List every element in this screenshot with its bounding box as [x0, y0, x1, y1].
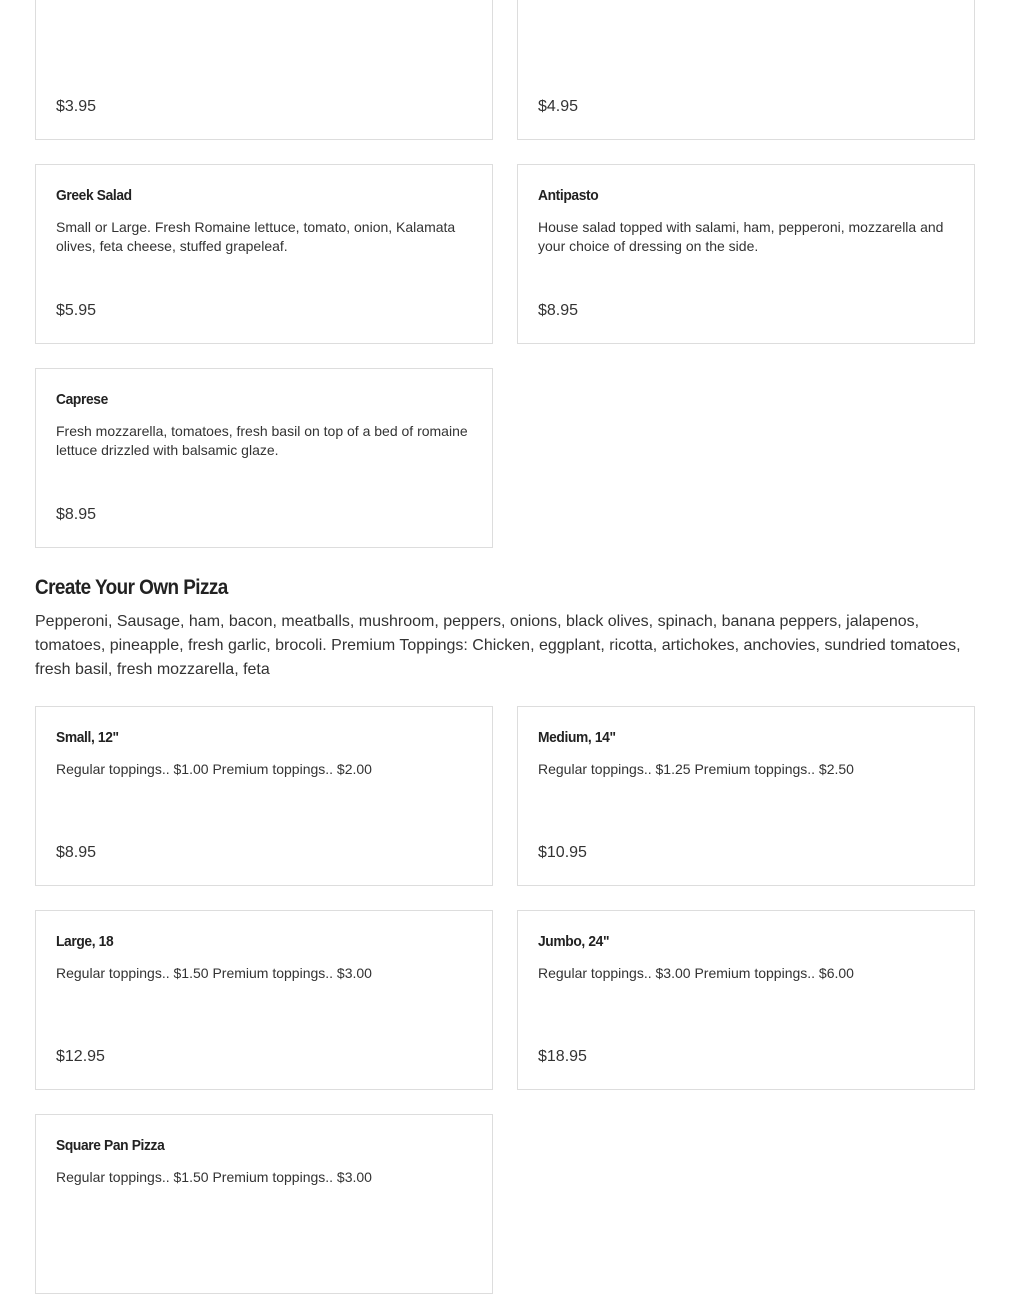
item-name: Medium, 14": [538, 729, 616, 746]
menu-item-card-antipasto[interactable]: [517, 164, 975, 344]
pizza-section: [35, 572, 975, 1294]
item-description: House salad topped with salami, ham, pepperoni, mozzarella and your choice of dressing on the side.: [538, 219, 944, 254]
section-description: Pepperoni, Sausage, ham, bacon, meatballs, mushroom, peppers, onions, black olives, spinach, banana peppers, jalapenos, tomatoes, pineapple, fresh garlic, brocoli. Premium Toppings: Chicken, eggplant, ricotta, artichokes, anchovies, sundried tomatoes, fresh basil, fresh mozzarella, feta: [35, 613, 961, 678]
menu-item-card-square-pan-pizza[interactable]: [35, 1114, 493, 1294]
item-price: $18.95: [538, 1048, 587, 1065]
item-description: Regular toppings.. $1.00 Premium toppings.. $2.00: [56, 761, 372, 777]
item-name: Jumbo, 24": [538, 933, 610, 950]
menu-item-card[interactable]: [35, 0, 493, 140]
item-name: Antipasto: [538, 187, 599, 204]
menu-page: [35, 0, 975, 1294]
menu-item-card-small-pizza[interactable]: [35, 706, 493, 886]
item-name: Large, 18: [56, 933, 114, 950]
menu-item-card-jumbo-pizza[interactable]: [517, 910, 975, 1090]
item-name: Greek Salad: [56, 187, 132, 204]
item-name: Caprese: [56, 391, 108, 408]
section-title: Create Your Own Pizza: [35, 576, 228, 599]
item-description: Regular toppings.. $1.25 Premium toppings.. $2.50: [538, 761, 854, 777]
item-price: $10.95: [538, 844, 587, 861]
item-price: $12.95: [56, 1048, 105, 1065]
pizza-grid: [35, 706, 975, 1294]
item-description: Regular toppings.. $3.00 Premium toppings.. $6.00: [538, 965, 854, 981]
item-name: Small, 12": [56, 729, 119, 746]
item-price: $3.95: [56, 98, 97, 115]
item-price: $8.95: [56, 506, 97, 523]
item-price: $4.95: [538, 98, 579, 115]
item-name: Square Pan Pizza: [56, 1137, 165, 1154]
item-description: Regular toppings.. $1.50 Premium toppings.. $3.00: [56, 965, 372, 981]
item-price: $8.95: [56, 844, 97, 861]
menu-item-card[interactable]: [517, 0, 975, 140]
item-description: Small or Large. Fresh Romaine lettuce, tomato, onion, Kalamata olives, feta cheese, stuffed grapeleaf.: [56, 219, 456, 254]
menu-item-card-caprese[interactable]: [35, 368, 493, 548]
menu-item-card-greek-salad[interactable]: [35, 164, 493, 344]
menu-item-card-large-pizza[interactable]: [35, 910, 493, 1090]
item-price: $5.95: [56, 302, 97, 319]
salads-grid: [35, 0, 975, 548]
item-price: $8.95: [538, 302, 579, 319]
menu-item-card-medium-pizza[interactable]: [517, 706, 975, 886]
item-description: Regular toppings.. $1.50 Premium toppings.. $3.00: [56, 1169, 372, 1185]
item-description: Fresh mozzarella, tomatoes, fresh basil on top of a bed of romaine lettuce drizzled with balsamic glaze.: [56, 423, 468, 458]
